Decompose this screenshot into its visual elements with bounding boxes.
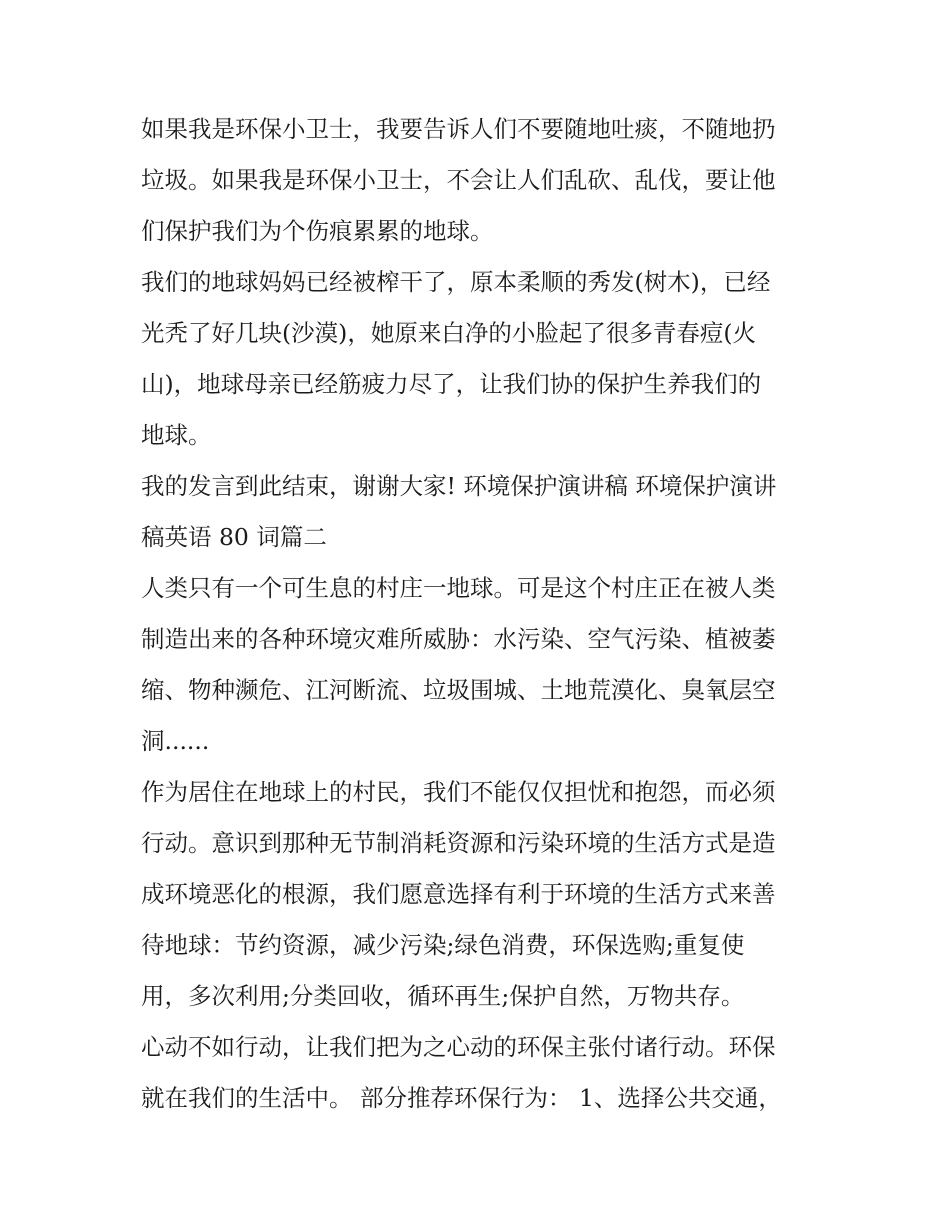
text-line-16: 成环境恶化的根源，我们愿意选择有利于环境的生活方式来善 xyxy=(141,880,776,908)
text-line-18: 用，多次利用;分类回收，循环再生;保护自然，万物共存。 xyxy=(141,982,745,1010)
text-line-17: 待地球：节约资源，减少污染;绿色消费，环保选购;重复使 xyxy=(141,931,745,959)
text-line-4: 我们的地球妈妈已经被榨干了，原本柔顺的秀发(树木)，已经 xyxy=(141,268,771,296)
text-line-11: 制造出来的各种环境灾难所威胁：水污染、空气污染、植被萎 xyxy=(141,625,776,653)
text-line-7: 地球。 xyxy=(141,421,212,449)
text-line-19: 心动不如行动，让我们把为之心动的环保主张付诸行动。环保 xyxy=(141,1033,776,1061)
text-line-8: 我的发言到此结束，谢谢大家! 环境保护演讲稿 环境保护演讲 xyxy=(141,472,777,500)
text-line-5: 光秃了好几块(沙漠)，她原来白净的小脸起了很多青春痘(火 xyxy=(141,319,757,347)
text-line-12: 缩、物种濒危、江河断流、垃圾围城、土地荒漠化、臭氧层空 xyxy=(141,676,776,704)
text-line-14: 作为居住在地球上的村民，我们不能仅仅担忧和抱怨，而必须 xyxy=(141,778,776,806)
text-line-20: 就在我们的生活中。 部分推荐环保行为： 1、选择公共交通， xyxy=(141,1084,782,1112)
text-line-2: 垃圾。如果我是环保小卫士，不会让人们乱砍、乱伐，要让他 xyxy=(141,166,776,194)
text-line-15: 行动。意识到那种无节制消耗资源和污染环境的生活方式是造 xyxy=(141,829,776,857)
text-line-1: 如果我是环保小卫士，我要告诉人们不要随地吐痰，不随地扔 xyxy=(141,115,776,143)
document-body xyxy=(141,104,813,1124)
text-line-3: 们保护我们为个伤痕累累的地球。 xyxy=(141,217,494,245)
text-line-13: 洞...... xyxy=(141,727,210,755)
text-line-6: 山)，地球母亲已经筋疲力尽了，让我们协的保护生养我们的 xyxy=(141,370,762,398)
text-line-9: 稿英语 80 词篇二 xyxy=(141,523,327,551)
text-line-10: 人类只有一个可生息的村庄一地球。可是这个村庄正在被人类 xyxy=(141,574,776,602)
